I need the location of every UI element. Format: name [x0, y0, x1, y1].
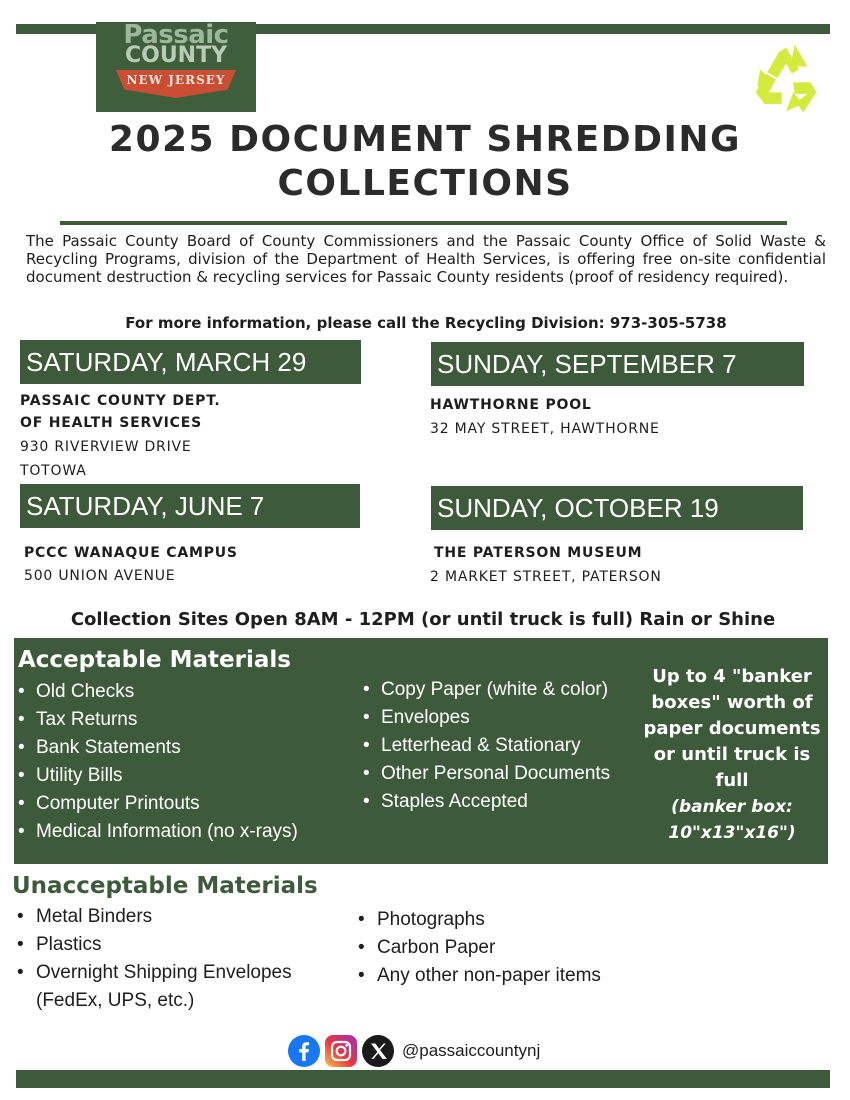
event-address-line-1: 500 UNION AVENUE — [24, 568, 176, 584]
note-line: or until truck is — [653, 744, 811, 765]
banker-box-note — [636, 664, 828, 794]
list-item: • Other Personal Documents — [359, 760, 610, 788]
acceptable-materials-title: Acceptable Materials — [18, 647, 291, 673]
recycle-icon — [748, 42, 824, 114]
unacceptable-list-left — [14, 903, 292, 987]
list-item: • Medical Information (no x-rays) — [14, 818, 298, 846]
event-address-line-1: 930 RIVERVIEW DRIVE — [20, 439, 192, 455]
facebook-icon[interactable] — [288, 1035, 320, 1067]
logo-word-county: COUNTY — [124, 43, 228, 68]
list-item: • Staples Accepted — [359, 788, 610, 816]
event-address-line-1: 2 MARKET STREET, PATERSON — [430, 569, 662, 585]
list-item: • Computer Printouts — [14, 790, 298, 818]
title-line-1: 2025 DOCUMENT SHREDDING — [108, 119, 742, 160]
title-divider — [60, 221, 787, 225]
note-line: 10"x13"x16") — [668, 823, 796, 843]
unacceptable-materials-title: Unacceptable Materials — [12, 873, 318, 899]
note-line: Up to 4 "banker — [652, 666, 812, 687]
logo-word-new-jersey: NEW JERSEY — [126, 73, 226, 87]
event-venue-line-1: PASSAIC COUNTY DEPT. — [20, 393, 221, 409]
collection-hours: Collection Sites Open 8AM - 12PM (or until truck is full) Rain or Shine — [70, 609, 776, 630]
unacceptable-list-continuation: (FedEx, UPS, etc.) — [36, 990, 195, 1011]
list-item: • Plastics — [14, 931, 292, 959]
list-item: • Any other non-paper items — [355, 962, 601, 990]
list-item: • Carbon Paper — [355, 934, 601, 962]
event-address-line-1: 32 MAY STREET, HAWTHORNE — [430, 421, 660, 437]
note-line: full — [715, 770, 749, 791]
list-item: • Copy Paper (white & color) — [359, 676, 610, 704]
list-item: • Metal Binders — [14, 903, 292, 931]
intro-paragraph: The Passaic County Board of County Commissioners and the Passaic County Office of Solid Waste & Recycling Programs, division of the Department of Health Services, is offering free on-site confidential document destruction & recycling services for Passaic County residents (proof of residency required). — [26, 232, 826, 286]
event-venue-line-1: HAWTHORNE POOL — [430, 397, 592, 413]
event-address-line-2: TOTOWA — [20, 463, 87, 479]
list-item: • Bank Statements — [14, 734, 298, 762]
list-item: • Envelopes — [359, 704, 610, 732]
banker-box-size — [636, 794, 828, 846]
social-handle[interactable]: @passaiccountynj — [402, 1041, 541, 1060]
event-venue-line-1: THE PATERSON MUSEUM — [434, 545, 643, 561]
event-venue-line-1: PCCC WANAQUE CAMPUS — [24, 545, 238, 561]
bottom-border-bar — [16, 1070, 830, 1088]
title-line-2: COLLECTIONS — [277, 163, 573, 204]
unacceptable-list-right — [355, 906, 601, 990]
list-item: • Letterhead & Stationary — [359, 732, 610, 760]
event-venue-line-2: OF HEALTH SERVICES — [20, 415, 202, 431]
acceptable-list-left — [14, 678, 298, 846]
note-line: paper documents — [643, 718, 821, 739]
event-date-march-29: SATURDAY, MARCH 29 — [20, 340, 361, 384]
list-item: • Old Checks — [14, 678, 298, 706]
event-date-september-7: SUNDAY, SEPTEMBER 7 — [431, 342, 804, 386]
passaic-county-logo — [96, 22, 256, 112]
social-media-row — [288, 1034, 540, 1068]
logo-word-passaic: Passaic — [123, 20, 229, 50]
event-date-june-7: SATURDAY, JUNE 7 — [20, 484, 360, 528]
list-item: • Tax Returns — [14, 706, 298, 734]
event-date-october-19: SUNDAY, OCTOBER 19 — [431, 486, 803, 530]
note-line: boxes" worth of — [651, 692, 813, 713]
list-item: • Utility Bills — [14, 762, 298, 790]
page-title — [60, 118, 790, 206]
list-item: • Photographs — [355, 906, 601, 934]
instagram-icon[interactable] — [325, 1035, 357, 1067]
acceptable-list-right — [359, 676, 610, 816]
x-icon[interactable] — [362, 1035, 394, 1067]
acceptable-materials-panel — [14, 638, 828, 864]
contact-line: For more information, please call the Recycling Division: 973-305-5738 — [125, 314, 727, 332]
note-line: (banker box: — [671, 797, 793, 817]
list-item: • Overnight Shipping Envelopes — [14, 959, 292, 987]
